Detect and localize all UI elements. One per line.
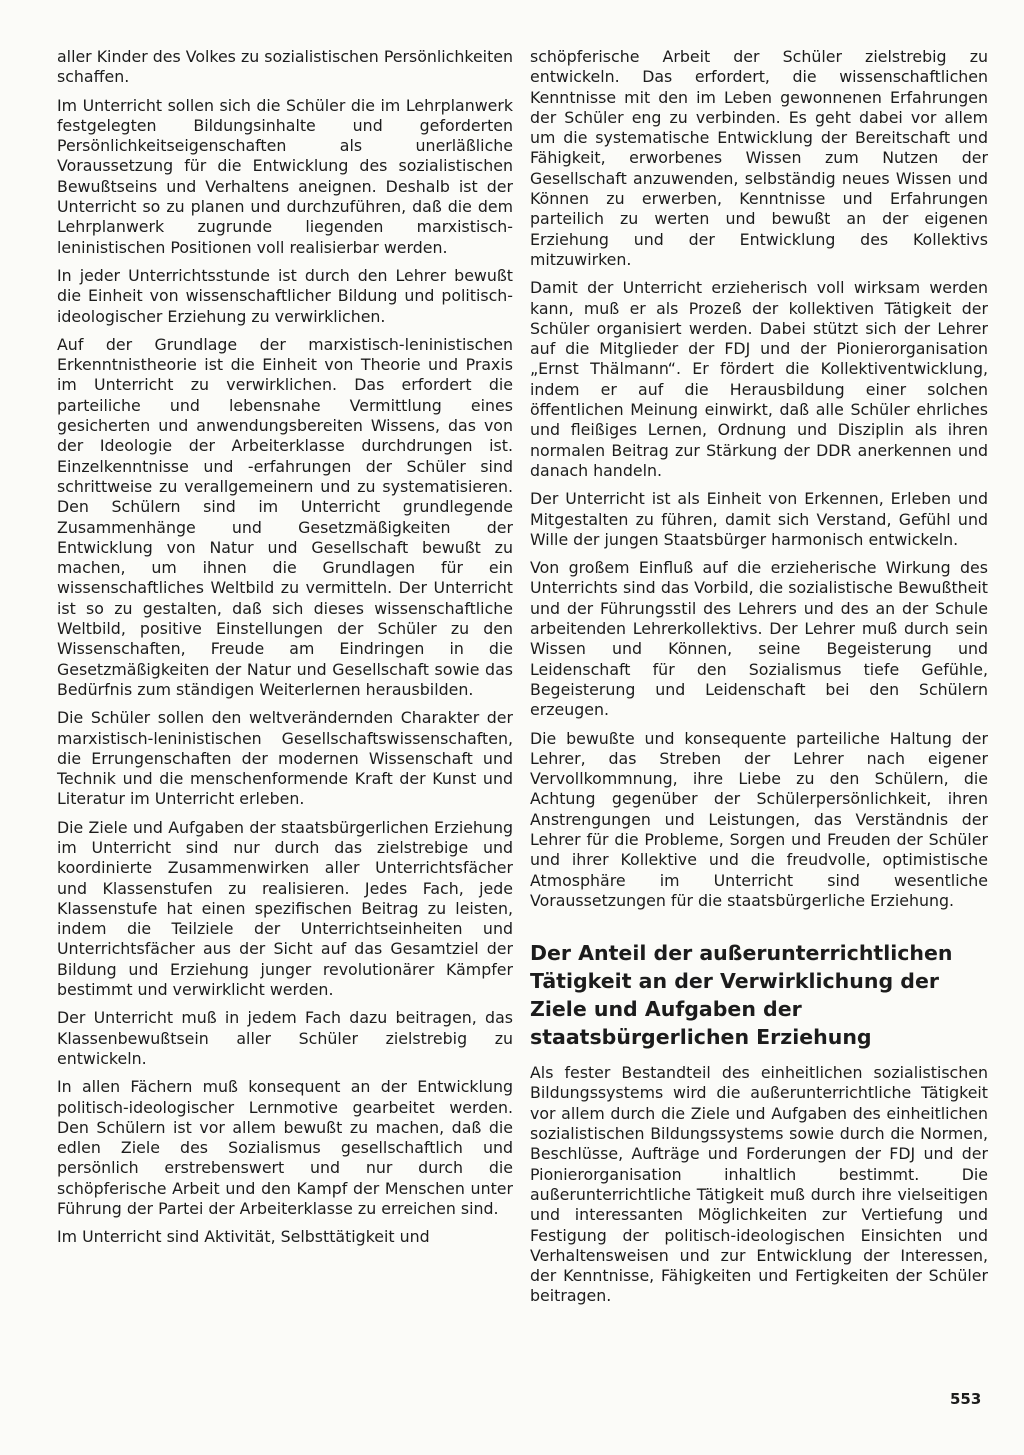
paragraph: Als fester Bestandteil des einheitlichen sozialistischen Bildungssystems wird die außerunterrichtliche Tätigkeit vor allem durch die Ziele und Aufgaben des einheitlichen sozialistischen Bildungssystems sowie durch die Normen, Beschlüsse, Aufträge und Forderungen der FDJ und der Pionierorganisation inhaltlich bestimmt. Die außerunterrichtliche Tätigkeit muß durch ihre vielseitigen und interessanten Möglichkeiten zur Vertiefung und Festigung der politisch-ideologischen Einsichten und Verhaltensweisen und zur Entwicklung der Interessen, der Kenntnisse, Fähigkeiten und Fertigkeiten der Schüler beitragen. <box>530 1063 988 1306</box>
section-heading: Der Anteil der außerunterrichtlichen Tätigkeit an der Verwirklichung der Ziele und Aufgaben der staatsbürgerlichen Erziehung <box>530 941 953 1050</box>
paragraph: Von großem Einfluß auf die erzieherische Wirkung des Unterrichts sind das Vorbild, die sozialistische Bewußtheit und der Führungsstil des Lehrers und des an der Schule arbeitenden Lehrerkollektivs. Der Lehrer muß durch sein Wissen und Können, seine Begeisterung und Leidenschaft für den Sozialismus tiefe Gefühle, Begeisterung und Leidenschaft bei den Schülern erzeugen. <box>530 558 988 720</box>
page-number: 553 <box>950 1390 982 1408</box>
paragraph: Im Unterricht sollen sich die Schüler die im Lehrplanwerk festgelegten Bildungsinhalte und geforderten Persönlichkeitseigenschaften als unerläßliche Voraussetzung für die Entwicklung des sozialistischen Bewußtseins und Verhaltens aneignen. Deshalb ist der Unterricht so zu planen und durchzuführen, daß die dem Lehrplanwerk zugrunde liegenden marxistisch-leninistischen Positionen voll realisierbar werden. <box>57 95 513 257</box>
right-column <box>530 47 988 1315</box>
paragraph: In jeder Unterrichtsstunde ist durch den Lehrer bewußt die Einheit von wissenschaftlicher Bildung und politisch-ideologischer Erziehung zu verwirklichen. <box>57 265 513 326</box>
paragraph: Der Unterricht ist als Einheit von Erkennen, Erleben und Mitgestalten zu führen, damit sich Verstand, Gefühl und Wille der jungen Staatsbürger harmonisch entwickeln. <box>530 489 988 549</box>
paragraph: Im Unterricht sind Aktivität, Selbsttätigkeit und <box>57 1227 430 1247</box>
paragraph: Auf der Grundlage der marxistisch-leninistischen Erkenntnistheorie ist die Einheit von Theorie und Praxis im Unterricht zu verwirklichen. Das erfordert die parteiliche und lebensnahe Vermittlung eines gesicherten und anwendungsbereiten Wissens, das von der Ideologie der Arbeiterklasse durchdrungen ist. Einzelkenntnisse und -erfahrungen der Schüler sind schrittweise zu verallgemeinern und zu systematisieren. Den Schülern sind im Unterricht grundlegende Zusammenhänge und Gesetzmäßigkeiten der Entwicklung von Natur und Gesellschaft bewußt zu machen, um ihnen die Grundlagen für ein wissenschaftliches Weltbild zu vermitteln. Der Unterricht ist so zu gestalten, daß sich dieses wissenschaftliche Weltbild, positive Einstellungen der Schüler zu den Wissenschaften, Freude am Eindringen in die Gesetzmäßigkeiten der Natur und Gesellschaft sowie das Bedürfnis zum ständigen Weiterlernen herausbilden. <box>57 334 513 699</box>
paragraph: Die bewußte und konsequente parteiliche Haltung der Lehrer, das Streben der Lehrer nach eigener Vervollkommnung, ihre Liebe zu den Schülern, die Achtung gegenüber der Schülerpersönlichkeit, ihren Anstrengungen und Leistungen, das Verständnis der Lehrer für die Probleme, Sorgen und Freuden der Schüler und ihrer Kollektive und die freudvolle, optimistische Atmosphäre im Unterricht sind wesentliche Voraussetzungen für die staatsbürgerliche Erziehung. <box>530 728 988 910</box>
paragraph: Der Unterricht muß in jedem Fach dazu beitragen, das Klassenbewußtsein aller Schüler zielstrebig zu entwickeln. <box>57 1008 513 1068</box>
paragraph: Die Schüler sollen den weltverändernden Charakter der marxistisch-leninistischen Gesellschaftswissenschaften, die Errungenschaften der modernen Wissenschaft und Technik und die menschenformende Kraft der Kunst und Literatur im Unterricht erleben. <box>57 708 513 809</box>
left-column <box>57 47 513 1256</box>
paragraph: In allen Fächern muß konsequent an der Entwicklung politisch-ideologischer Lernmotive gearbeitet werden. Den Schülern ist vor allem bewußt zu machen, daß die edlen Ziele des Sozialismus gesellschaftlich und persönlich erstrebenswert und nur durch die schöpferische Arbeit und den Kampf der Menschen unter Führung der Partei der Arbeiterklasse zu erreichen sind. <box>57 1077 513 1219</box>
paragraph: Damit der Unterricht erzieherisch voll wirksam werden kann, muß er als Prozeß der kollektiven Tätigkeit der Schüler organisiert werden. Dabei stützt sich der Lehrer auf die Mitglieder der FDJ und der Pionierorganisation „Ernst Thälmann“. Er fördert die Kollektiventwicklung, indem er auf die Herausbildung einer solchen öffentlichen Meinung einwirkt, daß alle Schüler ehrliches und fleißiges Lernen, Ordnung und Disziplin als ihren normalen Beitrag zur Stärkung der DDR anerkennen und danach handeln. <box>530 278 988 480</box>
paragraph: schöpferische Arbeit der Schüler zielstrebig zu entwickeln. Das erfordert, die wissenschaftlichen Kenntnisse mit den im Leben gewonnenen Erfahrungen der Schüler eng zu verbinden. Es geht dabei vor allem um die systematische Entwicklung der Bereitschaft und Fähigkeit, erworbenes Wissen zum Nutzen der Gesellschaft anzuwenden, selbständig neues Wissen und Können zu erwerben, Kenntnisse und Erfahrungen parteilich zu werten und bewußt an der eigenen Erziehung und der Entwicklung des Kollektivs mitzuwirken. <box>530 47 988 269</box>
paragraph: Die Ziele und Aufgaben der staatsbürgerlichen Erziehung im Unterricht sind nur durch das zielstrebige und koordinierte Zusammenwirken aller Unterrichtsfächer und Klassenstufen zu realisieren. Jedes Fach, jede Klassenstufe hat einen spezifischen Beitrag zu leisten, indem die Teilziele der Unterrichtseinheiten und Unterrichtsfächer aus der Sicht auf das Gesamtziel der Bildung und Erziehung junger revolutionärer Kämpfer bestimmt und verwirklicht werden. <box>57 817 513 1000</box>
paragraph: aller Kinder des Volkes zu sozialistischen Persönlichkeiten schaffen. <box>57 47 513 87</box>
